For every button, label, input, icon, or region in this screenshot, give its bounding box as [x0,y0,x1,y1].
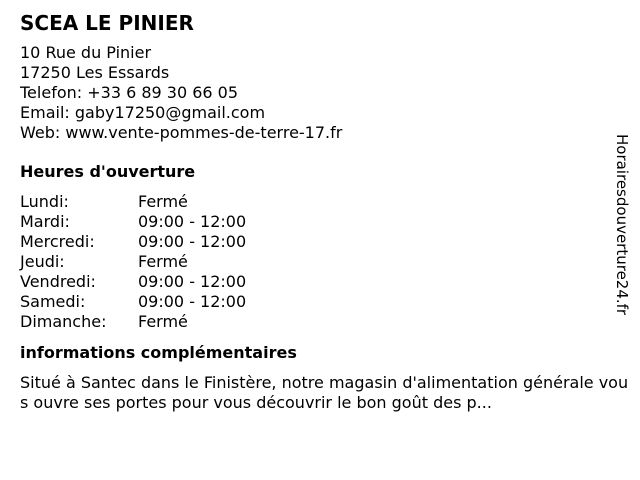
hours-row-monday [20,192,620,212]
hours-time: 09:00 - 12:00 [138,292,247,311]
hours-row-friday [20,272,620,292]
hours-time: 09:00 - 12:00 [138,272,247,291]
opening-hours-title: Heures d'ouverture [20,162,196,181]
business-name: SCEA LE PINIER [20,11,194,35]
hours-row-saturday [20,292,620,312]
additional-info-description: Situé à Santec dans le Finistère, notre magasin d'alimentation générale vous ouvre ses portes pour vous découvrir le bon goût des p... [20,373,629,412]
email-line[interactable]: Email: gaby17250@gmail.com [20,103,266,122]
site-watermark: Horairesdouverture24.fr [613,134,631,316]
address-street: 10 Rue du Pinier [20,43,152,62]
website-line[interactable]: Web: www.vente-pommes-de-terre-17.fr [20,123,343,142]
additional-info-title: informations complémentaires [20,343,297,362]
hours-time: Fermé [138,192,188,211]
hours-day: Dimanche: [20,312,107,331]
hours-day: Samedi: [20,292,86,311]
hours-time: 09:00 - 12:00 [138,232,247,251]
hours-day: Vendredi: [20,272,96,291]
hours-row-wednesday [20,232,620,252]
hours-row-thursday [20,252,620,272]
hours-time: 09:00 - 12:00 [138,212,247,231]
hours-row-sunday [20,312,620,332]
hours-row-tuesday [20,212,620,232]
hours-time: Fermé [138,252,188,271]
opening-hours-table [20,192,620,332]
hours-day: Mercredi: [20,232,95,251]
hours-time: Fermé [138,312,188,331]
hours-day: Lundi: [20,192,69,211]
phone-line[interactable]: Telefon: +33 6 89 30 66 05 [20,83,239,102]
hours-day: Jeudi: [20,252,65,271]
hours-day: Mardi: [20,212,70,231]
address-city: 17250 Les Essards [20,63,170,82]
